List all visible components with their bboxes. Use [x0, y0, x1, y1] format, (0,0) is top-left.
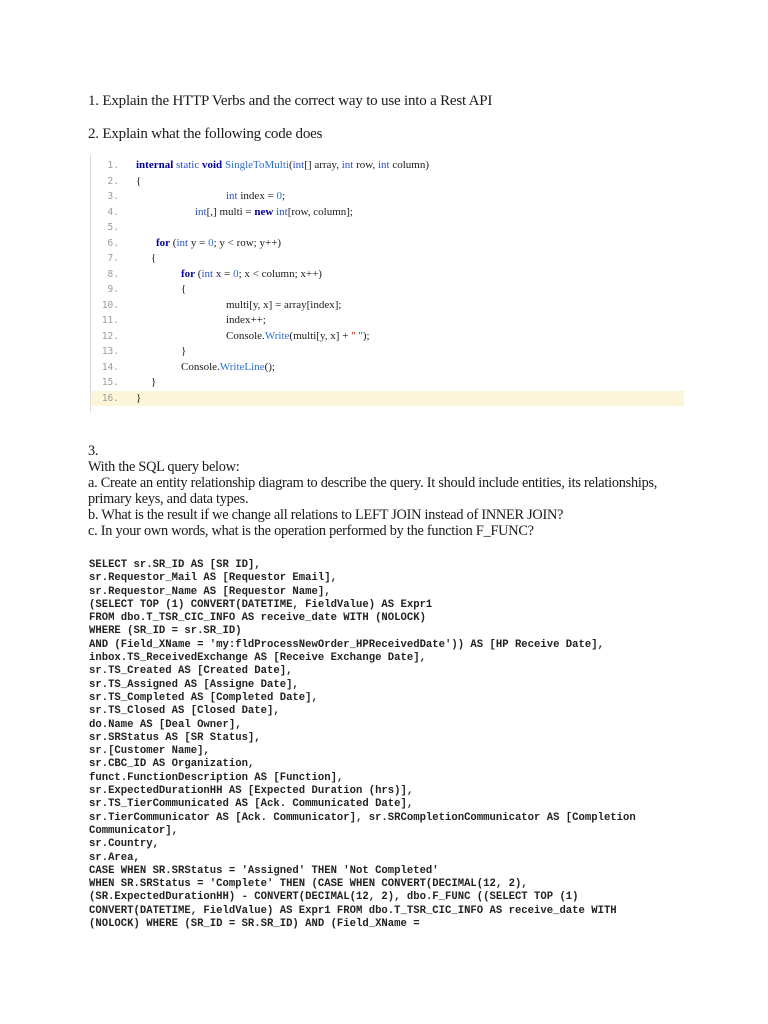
code-token: for	[181, 267, 196, 280]
code-line	[91, 329, 684, 345]
code-token: column)	[389, 159, 430, 171]
code-token: (multi[y, x] +	[289, 329, 352, 342]
code-text	[226, 313, 266, 329]
code-line	[91, 236, 684, 252]
code-token: ();	[264, 360, 275, 373]
question-3-line: c. In your own words, what is the operation performed by the function F_FUNC?	[88, 523, 534, 539]
code-line	[91, 375, 684, 391]
line-number: 12.	[101, 330, 119, 342]
code-token: int	[273, 205, 288, 218]
code-line	[91, 391, 684, 407]
code-token: int	[377, 159, 390, 171]
code-token: static	[173, 159, 202, 171]
code-token: WriteLine	[219, 360, 265, 373]
line-number: 1.	[107, 160, 119, 171]
question-3	[88, 443, 688, 539]
line-number: 3.	[107, 191, 119, 202]
sql-line: CASE WHEN SR.SRStatus = 'Assigned' THEN 'Not Completed'	[89, 864, 439, 877]
code-token: index =	[237, 190, 277, 202]
line-number: 10.	[101, 299, 119, 311]
line-number: 6.	[107, 237, 119, 249]
code-text	[156, 236, 281, 252]
code-token: 0	[208, 236, 214, 249]
code-text	[181, 344, 186, 360]
code-token: (	[170, 236, 177, 249]
sql-line: FROM dbo.T_TSR_CIC_INFO AS receive_date WITH (NOLOCK)	[89, 612, 426, 625]
code-token: int	[341, 159, 354, 171]
code-token: int	[226, 190, 238, 202]
code-token: ; x < column; x++)	[238, 267, 322, 280]
code-text	[136, 158, 429, 174]
code-token: internal	[136, 159, 174, 171]
sql-line: sr.SRStatus AS [SR Status],	[89, 731, 261, 744]
sql-line: sr.TierCommunicator AS [Ack. Communicator], sr.SRCompletionCommunicator AS [Completion	[89, 811, 636, 824]
sql-line: CONVERT(DATETIME, FieldValue) AS Expr1 FROM dbo.T_TSR_CIC_INFO AS receive_date WITH	[89, 904, 617, 917]
question-2: 2. Explain what the following code does	[88, 126, 323, 142]
code-text	[181, 282, 186, 298]
line-number: 8.	[107, 268, 119, 280]
code-token: int	[176, 236, 189, 249]
line-number: 7.	[107, 253, 119, 264]
sql-line: sr.CBC_ID AS Organization,	[89, 758, 255, 771]
code-text	[151, 251, 156, 267]
code-token: 0	[233, 267, 239, 280]
code-token: index++;	[226, 314, 266, 326]
sql-line: sr.TS_Completed AS [Completed Date],	[89, 691, 318, 704]
code-token: SingleToMulti	[222, 159, 289, 171]
sql-line: sr.TS_Created AS [Created Date],	[89, 665, 293, 678]
sql-line: sr.Country,	[89, 838, 159, 851]
sql-line: WHERE (SR_ID = sr.SR_ID)	[89, 625, 242, 638]
question-3-line: With the SQL query below:	[88, 459, 240, 475]
line-number: 11.	[101, 315, 119, 326]
code-token: [,] multi =	[206, 205, 255, 218]
sql-line: (SR.ExpectedDurationHH) - CONVERT(DECIMAL(12, 2), dbo.F_FUNC ((SELECT TOP (1)	[89, 891, 579, 904]
sql-line: sr.[Customer Name],	[89, 745, 210, 758]
code-token: }	[151, 376, 157, 388]
code-line	[91, 282, 684, 298]
sql-query-block	[89, 559, 689, 931]
code-token: [] array,	[304, 159, 342, 171]
sql-line: WHEN SR.SRStatus = 'Complete' THEN (CASE WHEN CONVERT(DECIMAL(12, 2),	[89, 878, 528, 891]
code-token: row,	[353, 159, 378, 171]
code-token: (	[288, 159, 293, 171]
code-token: (	[195, 267, 202, 280]
code-text	[181, 360, 275, 376]
code-token: Console.	[181, 360, 220, 373]
question-3-line: 3.	[88, 443, 99, 459]
sql-line: sr.Requestor_Mail AS [Requestor Email],	[89, 572, 337, 585]
question-3-line: primary keys, and data types.	[88, 491, 249, 507]
code-line	[91, 158, 684, 174]
code-token: ; y < row; y++)	[213, 236, 282, 249]
sql-line: (SELECT TOP (1) CONVERT(DATETIME, FieldValue) AS Expr1	[89, 598, 433, 611]
line-number: 4.	[107, 206, 119, 218]
code-token: {	[181, 283, 187, 295]
sql-line: sr.TS_Closed AS [Closed Date],	[89, 705, 280, 718]
code-line	[91, 205, 684, 221]
code-line	[91, 267, 684, 283]
code-token: x =	[213, 267, 234, 280]
code-token: multi[y, x] = array[index];	[226, 298, 342, 311]
code-text	[226, 189, 285, 205]
code-line	[91, 251, 684, 267]
sql-line: (NOLOCK) WHERE (SR_ID = SR.SR_ID) AND (Field_XName =	[89, 918, 420, 931]
sql-line: sr.TS_Assigned AS [Assigne Date],	[89, 678, 299, 691]
code-token: y =	[188, 236, 209, 249]
code-text	[181, 267, 322, 283]
code-text	[226, 298, 341, 314]
code-token: {	[136, 174, 142, 187]
code-token: void	[202, 159, 223, 171]
question-3-line: a. Create an entity relationship diagram to describe the query. It should include entities, its relationships,	[88, 475, 658, 491]
code-token: int	[195, 205, 207, 218]
code-text	[136, 391, 141, 407]
code-token: [row, column];	[287, 205, 353, 218]
code-text	[136, 174, 141, 190]
code-line	[91, 189, 684, 205]
sql-line: sr.TS_TierCommunicated AS [Ack. Communicated Date],	[89, 798, 414, 811]
sql-line: SELECT sr.SR_ID AS [SR ID],	[89, 559, 261, 571]
code-token: {	[151, 252, 157, 264]
code-token: ;	[282, 190, 286, 202]
sql-line: sr.Requestor_Name AS [Requestor Name],	[89, 585, 331, 598]
line-number: 2.	[107, 175, 119, 187]
line-number: 5.	[107, 222, 119, 233]
code-token: int	[292, 159, 305, 171]
code-token: 0	[276, 190, 283, 202]
code-line	[91, 220, 684, 236]
code-token: " "	[351, 329, 363, 342]
line-number: 16.	[101, 392, 119, 404]
sql-line: sr.ExpectedDurationHH AS [Expected Duration (hrs)],	[89, 785, 414, 798]
code-line	[91, 344, 684, 360]
code-text	[151, 375, 156, 391]
code-token: );	[362, 329, 370, 342]
question-1: 1. Explain the HTTP Verbs and the correct way to use into a Rest API	[88, 93, 493, 109]
code-token: int	[201, 267, 214, 280]
sql-line: AND (Field_XName = 'my:fldProcessNewOrder_HPReceivedDate')) AS [HP Receive Date],	[89, 638, 604, 651]
code-token: }	[136, 391, 142, 404]
code-token: }	[181, 345, 187, 357]
sql-line: sr.Area,	[89, 851, 140, 864]
sql-line: inbox.TS_ReceivedExchange AS [Receive Exchange Date],	[89, 652, 426, 665]
question-3-line: b. What is the result if we change all relations to LEFT JOIN instead of INNER JOIN?	[88, 507, 564, 523]
sql-line: funct.FunctionDescription AS [Function],	[89, 771, 344, 784]
line-number: 14.	[101, 361, 119, 373]
sql-line: Communicator],	[89, 824, 179, 837]
line-number: 13.	[101, 346, 119, 357]
code-line	[91, 360, 684, 376]
line-number: 15.	[101, 377, 119, 388]
code-line	[91, 298, 684, 314]
code-token: Console.	[226, 329, 265, 342]
code-block	[90, 155, 684, 412]
code-token: Write	[264, 329, 290, 342]
code-text	[195, 205, 353, 221]
code-token: for	[156, 236, 171, 249]
code-text	[226, 329, 370, 345]
line-number: 9.	[107, 284, 119, 295]
code-token: new	[254, 205, 274, 218]
code-line	[91, 174, 684, 190]
code-line	[91, 313, 684, 329]
sql-line: do.Name AS [Deal Owner],	[89, 718, 242, 731]
